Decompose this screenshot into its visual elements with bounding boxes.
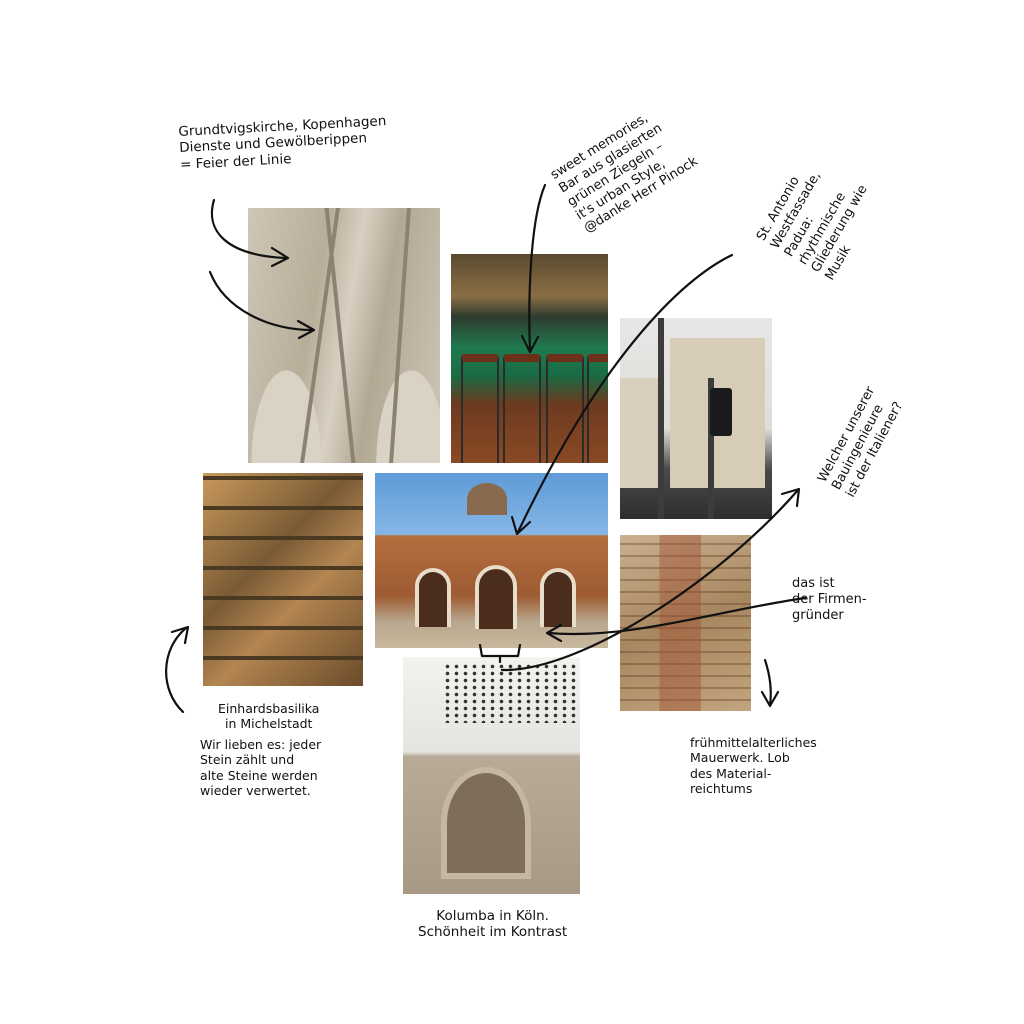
modern-building-photo	[620, 318, 772, 519]
italiener-note: Welcher unserer Bauingenieure ist der Italiener?	[815, 384, 906, 500]
st-antonio-note: St. Antonio Westfassade, Padua: rhythmische Gliederung wie Musik	[754, 169, 871, 284]
einhard-stone-wall-photo	[203, 473, 363, 686]
grundtvig-vault-photo	[248, 208, 440, 463]
arrow-einhard	[166, 627, 188, 712]
green-bar-photo	[451, 254, 608, 463]
mauerwerk-note: frühmittelalterliches Mauerwerk. Lob des Material- reichtums	[690, 735, 817, 796]
kolumba-photo	[403, 657, 580, 894]
einhard-text: Wir lieben es: jeder Stein zählt und alte Steine werden wieder verwertet.	[200, 737, 322, 798]
bar-note: sweet memories, Bar aus glasierten grünen Ziegeln – it's urban Style, @danke Herr Pinock	[548, 110, 701, 237]
einhard-title: Einhardsbasilika in Michelstadt	[218, 701, 320, 732]
grundtvig-note: Grundtvigskirche, Kopenhagen Dienste und Gewölberippen = Feier der Linie	[178, 113, 387, 173]
kolumba-note: Kolumba in Köln. Schönheit im Kontrast	[418, 908, 568, 941]
st-antonio-basilica-photo	[375, 473, 608, 648]
early-medieval-brick-wall-photo	[620, 535, 751, 711]
arrow-mauerwerk	[762, 660, 778, 706]
firmengruender-note: das ist der Firmen- gründer	[792, 576, 867, 623]
